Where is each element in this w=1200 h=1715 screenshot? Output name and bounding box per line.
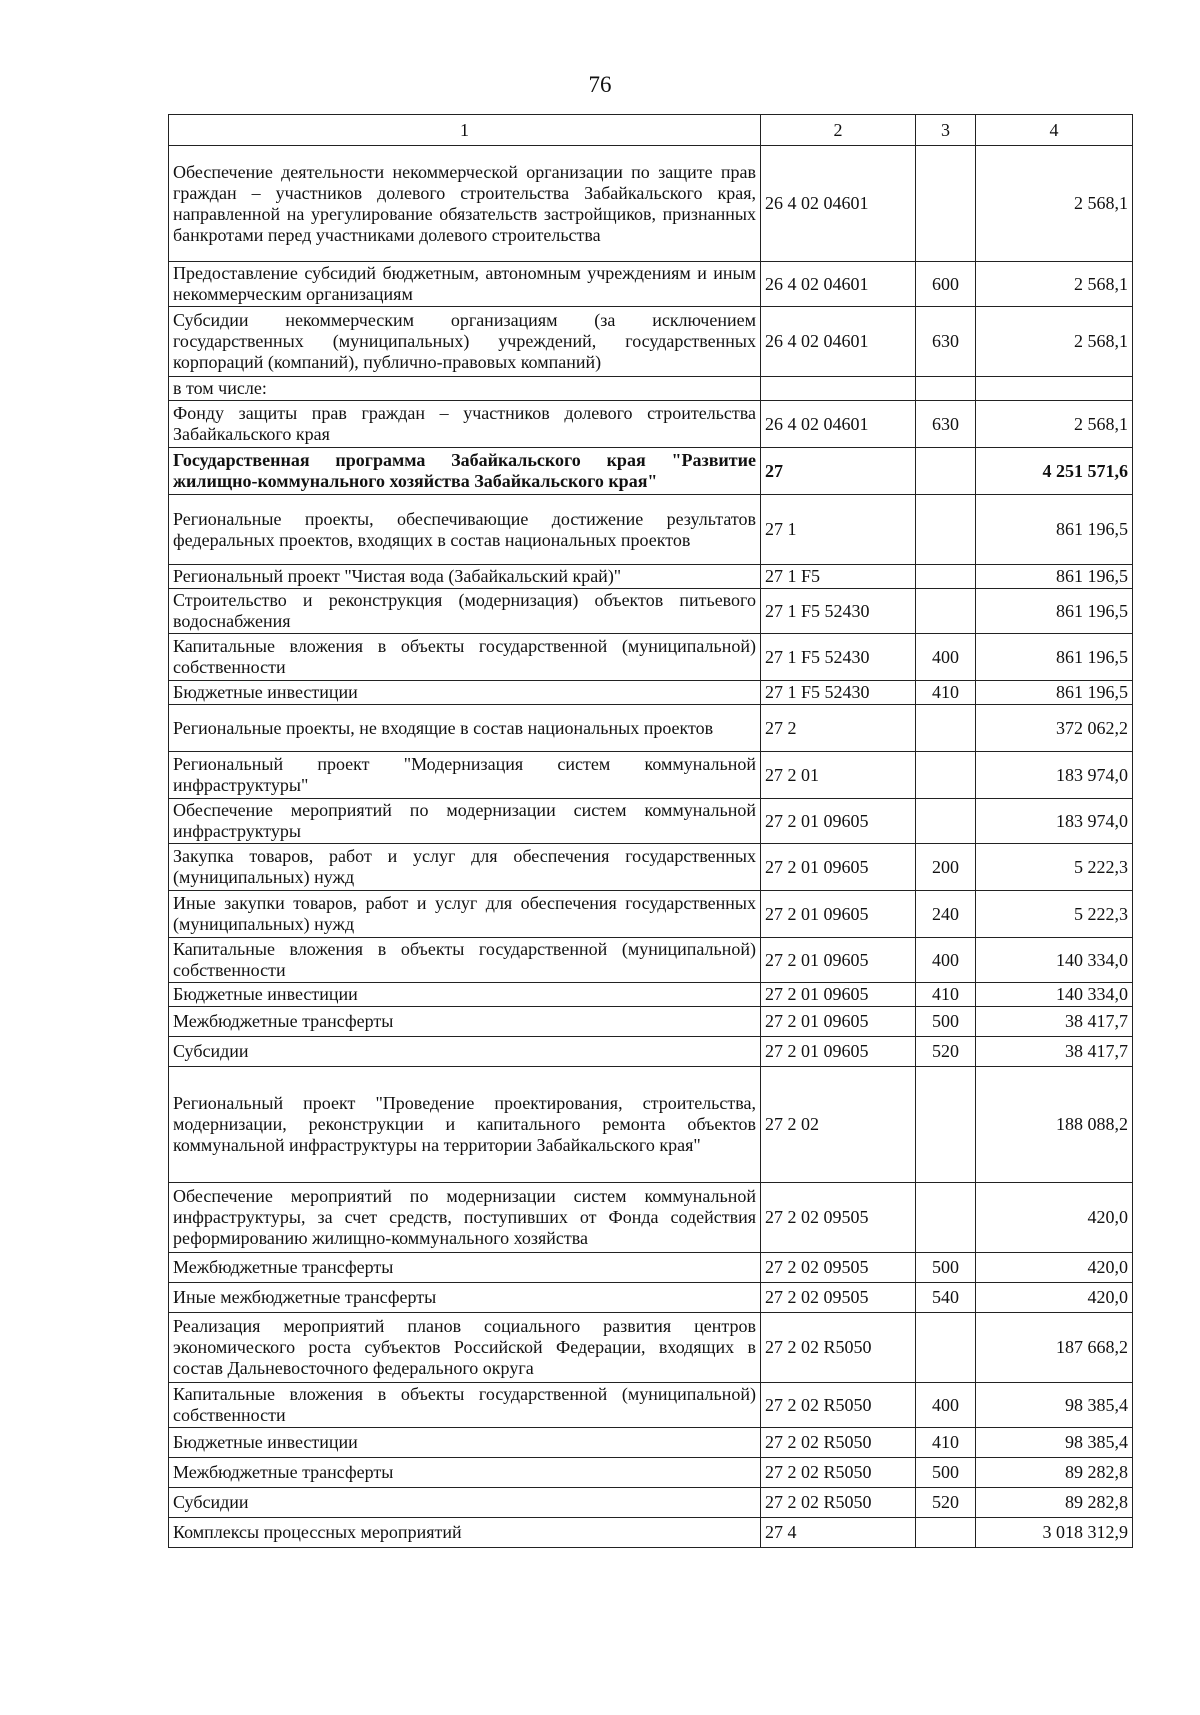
row-amount-cell: 2 568,1 [976, 401, 1133, 448]
row-code-cell: 26 4 02 04601 [761, 146, 916, 262]
table-row [169, 983, 1133, 1007]
table-row [169, 799, 1133, 844]
row-type-cell [916, 495, 976, 565]
row-amount-cell: 38 417,7 [976, 1037, 1133, 1067]
row-name-cell: Региональный проект "Модернизация систем коммунальной инфраструктуры" [169, 752, 761, 799]
table-row [169, 634, 1133, 681]
row-name-cell: Иные межбюджетные трансферты [169, 1283, 761, 1313]
row-code-cell: 27 2 02 09505 [761, 1283, 916, 1313]
row-name-cell: Закупка товаров, работ и услуг для обеспечения государственных (муниципальных) нужд [169, 844, 761, 891]
row-type-cell: 600 [916, 262, 976, 307]
row-name-cell: Обеспечение мероприятий по модернизации систем коммунальной инфраструктуры, за счет средств, поступивших от Фонда содействия реформированию жилищно-коммунального хозяйства [169, 1183, 761, 1253]
row-type-cell [916, 448, 976, 495]
table-row [169, 844, 1133, 891]
table-row [169, 495, 1133, 565]
row-type-cell: 520 [916, 1037, 976, 1067]
table-row [169, 1313, 1133, 1383]
row-amount-cell: 861 196,5 [976, 634, 1133, 681]
row-type-cell: 540 [916, 1283, 976, 1313]
table-row [169, 1037, 1133, 1067]
row-type-cell: 240 [916, 891, 976, 938]
row-type-cell: 630 [916, 307, 976, 377]
row-amount-cell: 420,0 [976, 1253, 1133, 1283]
row-code-cell: 27 2 01 09605 [761, 938, 916, 983]
row-code-cell: 27 2 01 09605 [761, 844, 916, 891]
row-name-cell: Межбюджетные трансферты [169, 1458, 761, 1488]
table-row [169, 681, 1133, 705]
row-name-cell: Межбюджетные трансферты [169, 1007, 761, 1037]
row-amount-cell: 89 282,8 [976, 1488, 1133, 1518]
row-type-cell [916, 752, 976, 799]
row-code-cell: 27 1 [761, 495, 916, 565]
row-amount-cell: 2 568,1 [976, 307, 1133, 377]
header-cell-2: 2 [761, 115, 916, 146]
row-code-cell: 27 2 01 [761, 752, 916, 799]
header-cell-3: 3 [916, 115, 976, 146]
row-name-cell: Капитальные вложения в объекты государственной (муниципальной) собственности [169, 634, 761, 681]
row-name-cell: Субсидии [169, 1488, 761, 1518]
row-amount-cell: 861 196,5 [976, 681, 1133, 705]
row-name-cell: Предоставление субсидий бюджетным, автономным учреждениям и иным некоммерческим организациям [169, 262, 761, 307]
row-type-cell [916, 1183, 976, 1253]
row-name-cell: Региональный проект "Чистая вода (Забайкальский край)" [169, 565, 761, 589]
row-code-cell: 27 1 F5 [761, 565, 916, 589]
table-row [169, 1383, 1133, 1428]
row-type-cell: 400 [916, 938, 976, 983]
row-type-cell [916, 799, 976, 844]
row-name-cell: Субсидии некоммерческим организациям (за исключением государственных (муниципальных) учреждений, государственных корпораций (компаний), публично-правовых компаний) [169, 307, 761, 377]
table-header-row [169, 115, 1133, 146]
row-code-cell: 27 1 F5 52430 [761, 634, 916, 681]
row-type-cell: 400 [916, 1383, 976, 1428]
row-amount-cell: 183 974,0 [976, 752, 1133, 799]
row-code-cell: 27 2 02 R5050 [761, 1313, 916, 1383]
row-amount-cell: 861 196,5 [976, 495, 1133, 565]
row-name-cell: Фонду защиты прав граждан – участников долевого строительства Забайкальского края [169, 401, 761, 448]
table-row [169, 1183, 1133, 1253]
row-code-cell: 27 2 02 R5050 [761, 1458, 916, 1488]
row-code-cell: 26 4 02 04601 [761, 401, 916, 448]
row-amount-cell: 183 974,0 [976, 799, 1133, 844]
row-type-cell: 630 [916, 401, 976, 448]
row-name-cell: Бюджетные инвестиции [169, 681, 761, 705]
row-code-cell: 27 2 01 09605 [761, 891, 916, 938]
row-name-cell: Капитальные вложения в объекты государственной (муниципальной) собственности [169, 938, 761, 983]
row-name-cell: Региональные проекты, не входящие в состав национальных проектов [169, 705, 761, 752]
row-type-cell: 500 [916, 1253, 976, 1283]
table-row [169, 1458, 1133, 1488]
row-type-cell: 520 [916, 1488, 976, 1518]
row-type-cell: 400 [916, 634, 976, 681]
row-amount-cell: 4 251 571,6 [976, 448, 1133, 495]
row-name-cell: Межбюджетные трансферты [169, 1253, 761, 1283]
row-amount-cell [976, 377, 1133, 401]
table-row [169, 307, 1133, 377]
row-type-cell [916, 1313, 976, 1383]
row-code-cell: 27 2 02 R5050 [761, 1383, 916, 1428]
table-row [169, 589, 1133, 634]
table-row [169, 705, 1133, 752]
header-cell-1: 1 [169, 115, 761, 146]
row-type-cell [916, 705, 976, 752]
row-code-cell: 27 2 [761, 705, 916, 752]
row-type-cell [916, 565, 976, 589]
row-code-cell: 27 2 02 R5050 [761, 1428, 916, 1458]
row-type-cell [916, 146, 976, 262]
row-name-cell: Субсидии [169, 1037, 761, 1067]
row-amount-cell: 140 334,0 [976, 938, 1133, 983]
table-row [169, 448, 1133, 495]
row-type-cell: 410 [916, 681, 976, 705]
row-amount-cell: 89 282,8 [976, 1458, 1133, 1488]
row-type-cell [916, 589, 976, 634]
table-row [169, 1253, 1133, 1283]
row-amount-cell: 372 062,2 [976, 705, 1133, 752]
table-row [169, 1518, 1133, 1548]
row-amount-cell: 98 385,4 [976, 1383, 1133, 1428]
row-amount-cell: 98 385,4 [976, 1428, 1133, 1458]
table-row [169, 1007, 1133, 1037]
row-amount-cell: 2 568,1 [976, 262, 1133, 307]
row-name-cell: Региональный проект "Проведение проектирования, строительства, модернизации, реконструкции и капитального ремонта объектов коммунальной инфраструктуры на территории Забайкальского края" [169, 1067, 761, 1183]
row-type-cell: 410 [916, 983, 976, 1007]
row-code-cell: 27 2 01 09605 [761, 1007, 916, 1037]
row-name-cell: Строительство и реконструкция (модернизация) объектов питьевого водоснабжения [169, 589, 761, 634]
row-type-cell [916, 1067, 976, 1183]
row-code-cell: 27 2 02 R5050 [761, 1488, 916, 1518]
row-code-cell: 27 1 F5 52430 [761, 589, 916, 634]
row-amount-cell: 188 088,2 [976, 1067, 1133, 1183]
row-amount-cell: 140 334,0 [976, 983, 1133, 1007]
row-name-cell: Комплексы процессных мероприятий [169, 1518, 761, 1548]
row-name-cell: Государственная программа Забайкальского края "Развитие жилищно-коммунального хозяйства Забайкальского края" [169, 448, 761, 495]
table-row [169, 1283, 1133, 1313]
row-amount-cell: 38 417,7 [976, 1007, 1133, 1037]
table-row [169, 377, 1133, 401]
row-name-cell: Обеспечение мероприятий по модернизации систем коммунальной инфраструктуры [169, 799, 761, 844]
row-amount-cell: 861 196,5 [976, 565, 1133, 589]
row-code-cell: 26 4 02 04601 [761, 307, 916, 377]
row-name-cell: Обеспечение деятельности некоммерческой организации по защите прав граждан – участников долевого строительства Забайкальского края, направленной на урегулирование обязательств застройщиков, признанных банкротами перед участниками долевого строительства [169, 146, 761, 262]
row-code-cell: 27 [761, 448, 916, 495]
row-name-cell: Бюджетные инвестиции [169, 983, 761, 1007]
table-row [169, 752, 1133, 799]
row-code-cell: 27 2 01 09605 [761, 799, 916, 844]
row-name-cell: в том числе: [169, 377, 761, 401]
row-type-cell: 410 [916, 1428, 976, 1458]
row-type-cell: 500 [916, 1458, 976, 1488]
table-row [169, 1488, 1133, 1518]
budget-table [168, 114, 1133, 1548]
row-amount-cell: 420,0 [976, 1183, 1133, 1253]
row-name-cell: Реализация мероприятий планов социального развития центров экономического роста субъектов Российской Федерации, входящих в состав Дальневосточного федерального округа [169, 1313, 761, 1383]
table-row [169, 891, 1133, 938]
header-cell-4: 4 [976, 115, 1133, 146]
row-amount-cell: 861 196,5 [976, 589, 1133, 634]
table-row [169, 1428, 1133, 1458]
row-code-cell: 26 4 02 04601 [761, 262, 916, 307]
row-amount-cell: 2 568,1 [976, 146, 1133, 262]
table-row [169, 938, 1133, 983]
row-name-cell: Иные закупки товаров, работ и услуг для обеспечения государственных (муниципальных) нужд [169, 891, 761, 938]
table-row [169, 401, 1133, 448]
row-name-cell: Бюджетные инвестиции [169, 1428, 761, 1458]
row-type-cell: 500 [916, 1007, 976, 1037]
row-code-cell: 27 2 01 09605 [761, 983, 916, 1007]
table-row [169, 262, 1133, 307]
row-code-cell: 27 4 [761, 1518, 916, 1548]
row-code-cell: 27 2 02 [761, 1067, 916, 1183]
row-name-cell: Капитальные вложения в объекты государственной (муниципальной) собственности [169, 1383, 761, 1428]
row-code-cell: 27 2 02 09505 [761, 1253, 916, 1283]
row-type-cell: 200 [916, 844, 976, 891]
table-row [169, 146, 1133, 262]
row-amount-cell: 5 222,3 [976, 844, 1133, 891]
row-code-cell [761, 377, 916, 401]
table-row [169, 1067, 1133, 1183]
row-name-cell: Региональные проекты, обеспечивающие достижение результатов федеральных проектов, входящих в состав национальных проектов [169, 495, 761, 565]
row-amount-cell: 187 668,2 [976, 1313, 1133, 1383]
row-code-cell: 27 1 F5 52430 [761, 681, 916, 705]
page-number: 76 [588, 72, 612, 97]
row-type-cell [916, 377, 976, 401]
row-code-cell: 27 2 01 09605 [761, 1037, 916, 1067]
table-row [169, 565, 1133, 589]
row-amount-cell: 5 222,3 [976, 891, 1133, 938]
row-code-cell: 27 2 02 09505 [761, 1183, 916, 1253]
row-type-cell [916, 1518, 976, 1548]
row-amount-cell: 3 018 312,9 [976, 1518, 1133, 1548]
row-amount-cell: 420,0 [976, 1283, 1133, 1313]
